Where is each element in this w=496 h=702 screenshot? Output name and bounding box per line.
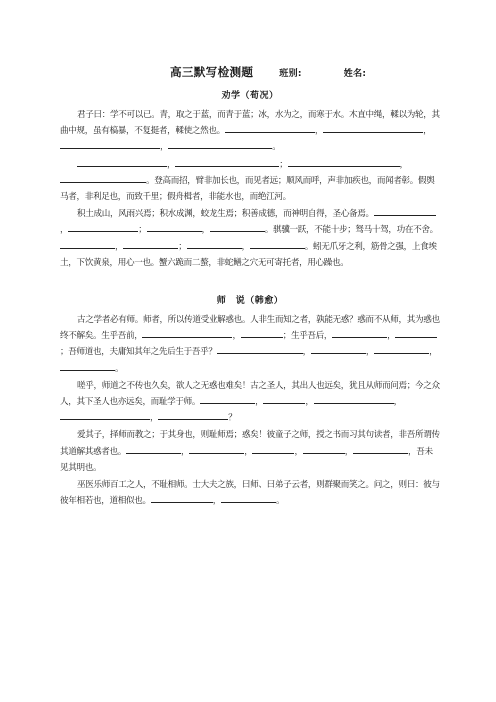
fill-blank[interactable]	[147, 223, 202, 232]
name-label: 姓名:	[343, 69, 367, 79]
section-title-quanxue: 劝学（荀况）	[221, 91, 279, 101]
fill-blank[interactable]	[263, 395, 305, 404]
fill-blank[interactable]	[241, 329, 283, 338]
shishuo-paragraph-4: 巫医乐师百工之人，不耻相师。士大夫之族，曰师、曰弟子云者，则群聚而笑之。问之，则曰：彼与彼年相若也，道相似也。 ， 。	[60, 480, 440, 507]
fill-blank[interactable]	[175, 158, 279, 167]
fill-blank[interactable]	[60, 411, 150, 420]
fill-blank[interactable]	[332, 329, 387, 338]
fill-blank[interactable]	[77, 158, 167, 167]
shishuo-paragraph-2: 嗟乎，师道之不传也久矣，欲人之无惑也难矣！古之圣人，其出人也远矣，犹且从师而问焉；今之众人，其下圣人也亦远矣，而耻学于师。 ， ， ，， ？	[60, 380, 440, 424]
fill-blank[interactable]	[250, 240, 305, 249]
fill-blank[interactable]	[151, 494, 213, 503]
fill-blank[interactable]	[314, 395, 394, 404]
fill-blank[interactable]	[374, 207, 436, 216]
shishuo-paragraph-1: 古之学者必有师。师者，所以传道受业解惑也。人非生而知之者，孰能无惑？惑而不从师，其为惑也终不解矣。生乎吾前， ， ；生乎吾后， ，；吾师道也，夫庸知其年之先后生于吾乎？ ， ， ，。	[60, 315, 440, 374]
fill-blank[interactable]	[288, 158, 400, 167]
fill-blank[interactable]	[221, 494, 276, 503]
fill-blank[interactable]	[217, 345, 303, 354]
fill-blank[interactable]	[168, 140, 272, 149]
fill-blank[interactable]	[353, 445, 408, 454]
fill-blank[interactable]	[395, 329, 437, 338]
fill-blank[interactable]	[68, 223, 138, 232]
fill-blank[interactable]	[252, 445, 294, 454]
quanxue-paragraph-1: 君子曰：学不可以已。青，取之于蓝，而青于蓝；冰，水为之，而寒于水。木直中绳，輮以为轮，其曲中规，虽有槁暴，不复挺者，輮使之然也。 ， ，， 。	[60, 110, 440, 153]
fill-blank[interactable]	[311, 345, 366, 354]
fill-blank[interactable]	[225, 124, 315, 133]
fill-blank[interactable]	[374, 345, 429, 354]
fill-blank[interactable]	[123, 240, 178, 249]
fill-blank[interactable]	[187, 240, 242, 249]
fill-blank[interactable]	[200, 395, 255, 404]
fill-blank[interactable]	[60, 140, 160, 149]
section-title-shishuo: 师 说（韩愈）	[216, 296, 284, 307]
fill-blank[interactable]	[210, 223, 265, 232]
class-label: 班别:	[279, 69, 302, 79]
fill-blank[interactable]	[60, 240, 115, 249]
fill-blank[interactable]	[323, 124, 423, 133]
fill-blank[interactable]	[189, 445, 244, 454]
doc-title: 高三默写检测题	[170, 65, 254, 79]
shishuo-paragraph-3: 爱其子，择师而教之；于其身也，则耻师焉；惑矣！彼童子之师，授之书而习其句读者，非吾所谓传其道解其惑者也。 ， ， ， ， ，吾未见其明也。	[60, 430, 440, 473]
quanxue-paragraph-1b: ， ； ，。登高而招，臂非加长也，而见者远；顺风而呼，声非加疾也，而闻者彰。假舆马者，非利足也，而致千里；假舟楫者，非能水也，而绝江河。	[60, 159, 435, 203]
quanxue-paragraph-2: 积土成山，风雨兴焉；积水成渊，蛟龙生焉；积善成德，而神明自得，圣心备焉。， ； ， 。骐骥一跃，不能十步；驽马十驾，功在不舍。， ； ， 。蚓无爪牙之利，筋骨之强，上食埃土，下饮黄泉，用心一也。蟹六跪而二螯，非蛇鳝之穴无可寄托者，用心躁也。	[60, 209, 438, 268]
fill-blank[interactable]	[158, 411, 228, 420]
fill-blank[interactable]	[60, 174, 146, 183]
fill-blank[interactable]	[126, 445, 181, 454]
doc-header	[60, 64, 440, 80]
fill-blank[interactable]	[142, 329, 232, 338]
exam-page	[60, 64, 440, 509]
fill-blank[interactable]	[60, 362, 115, 371]
fill-blank[interactable]	[303, 445, 345, 454]
